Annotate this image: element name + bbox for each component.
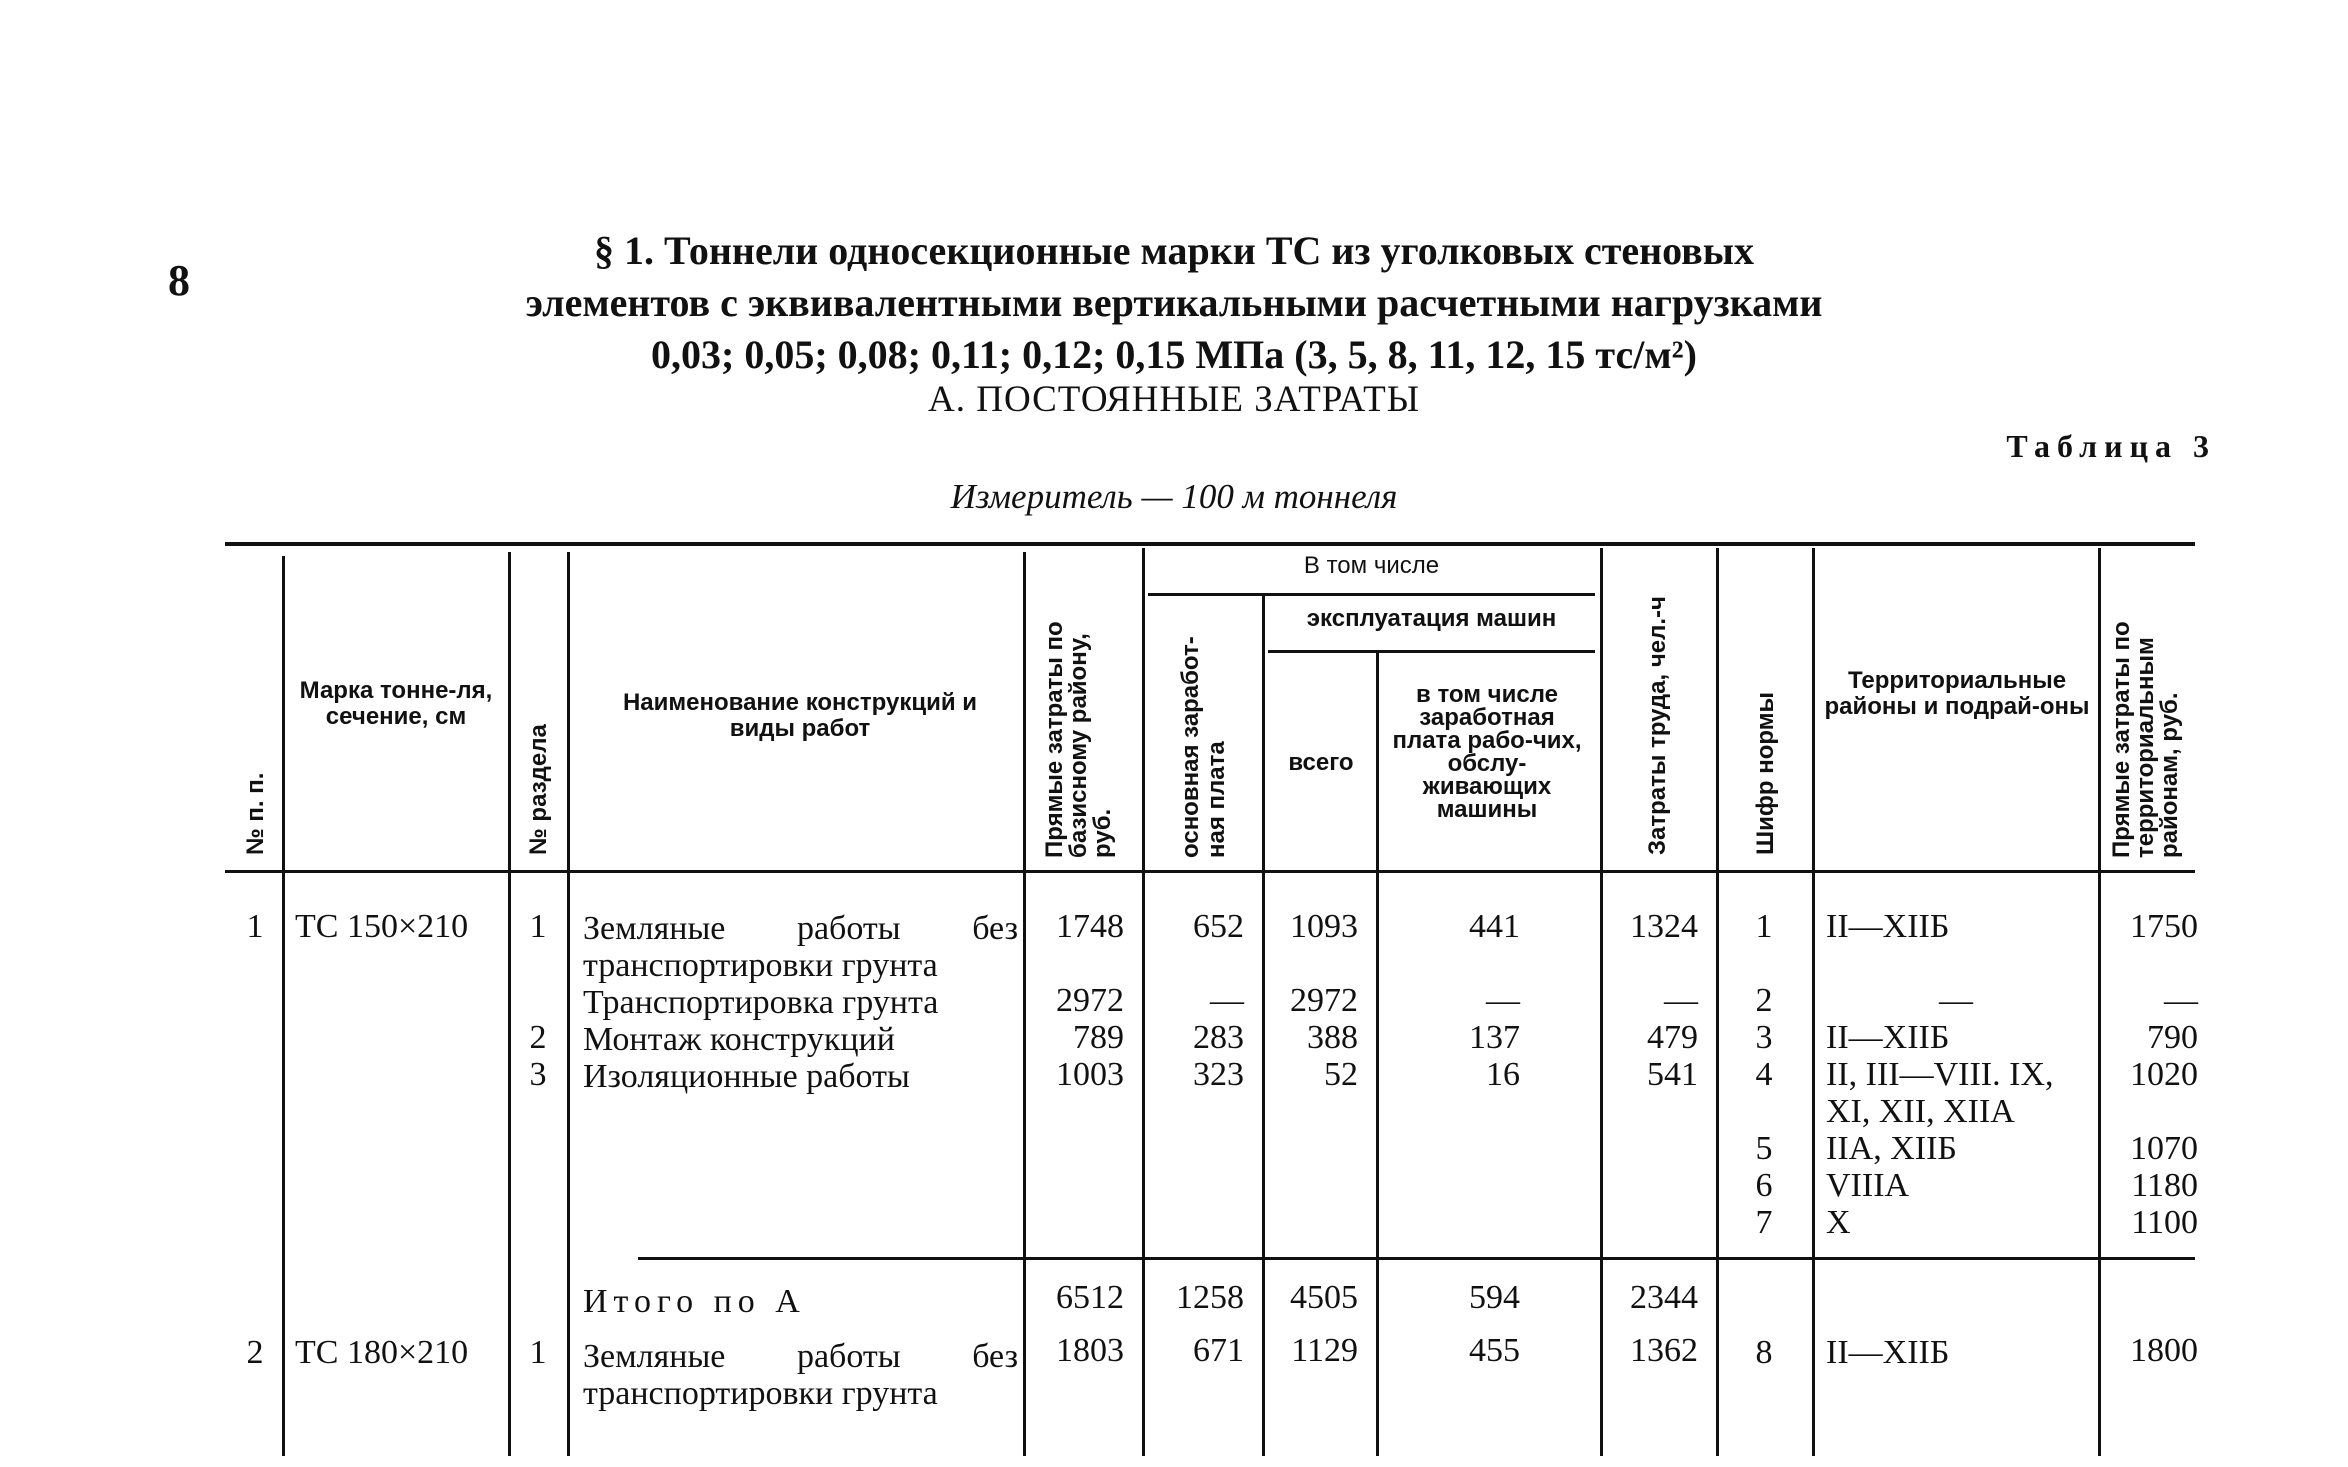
wage-cell: 323 [1193, 1056, 1244, 1093]
header-direct-base: Прямые затраты по базисному району, руб. [1041, 621, 1116, 858]
row-mark: ТС 180×210 [295, 1334, 469, 1371]
measure-unit: Измеритель — 100 м тоннеля [950, 477, 1398, 516]
col-divider [1023, 552, 1026, 1456]
labor-cell: 1324 [1630, 908, 1698, 945]
col-divider [1262, 596, 1265, 1456]
row-num: 2 [246, 1334, 264, 1371]
page-number: 8 [168, 256, 190, 305]
work-cell: Изоляционные работы [583, 1058, 910, 1095]
subtotal-rule [638, 1257, 2195, 1260]
table-top-rule [225, 542, 2195, 546]
col-divider [2098, 548, 2101, 1456]
labor-cell: 479 [1647, 1019, 1698, 1056]
region-cell: II—XIIБ [1826, 908, 1950, 945]
subtotal-wage: 1258 [1176, 1279, 1244, 1316]
regional-cell: 1020 [2130, 1056, 2198, 1093]
machine-total-cell: 52 [1324, 1056, 1358, 1093]
code-cell: 5 [1755, 1130, 1773, 1167]
wage-cell: 283 [1193, 1019, 1244, 1056]
machine-wage-cell: 441 [1469, 908, 1520, 945]
header-code: Шифр нормы [1752, 692, 1779, 855]
subtotal-direct: 6512 [1056, 1279, 1124, 1316]
code-cell: 7 [1755, 1204, 1773, 1241]
work-cell: транспортировки грунта [583, 947, 938, 984]
work-cell: Монтаж конструкций [583, 1021, 895, 1058]
work-cell: Земляные работы без [583, 1338, 1018, 1375]
machine-wage-cell: — [1486, 982, 1520, 1019]
region-cell: II, III—VIII. IX, [1826, 1056, 2054, 1093]
direct-cell: 1803 [1056, 1332, 1124, 1369]
header-total: всего [1288, 749, 1354, 776]
header-direct-regional: Прямые затраты по территориальным районам, руб. [2108, 621, 2183, 858]
direct-cell: 1003 [1056, 1056, 1124, 1093]
machine-wage-cell: 137 [1469, 1019, 1520, 1056]
wage-cell: 652 [1193, 908, 1244, 945]
code-cell: 1 [1755, 908, 1773, 945]
col-divider [508, 552, 511, 1456]
machine-wage-cell: 455 [1469, 1332, 1520, 1369]
work-cell: транспортировки грунта [583, 1375, 938, 1412]
regional-cell: 790 [2147, 1019, 2198, 1056]
work-cell: Транспортировка грунта [583, 984, 939, 1021]
regional-cell: 1180 [2131, 1167, 2198, 1204]
wage-cell: 671 [1193, 1332, 1244, 1369]
code-cell: 8 [1755, 1334, 1773, 1371]
col-divider [1142, 548, 1145, 1456]
col-divider [1716, 548, 1719, 1456]
row-mark: ТС 150×210 [295, 908, 469, 945]
section-cell: 3 [529, 1056, 547, 1093]
header-labor: Затраты труда, чел.-ч [1644, 596, 1671, 855]
region-cell: IIA, XIIБ [1826, 1130, 1957, 1167]
col-divider [282, 556, 285, 1456]
subtitle: А. ПОСТОЯННЫЕ ЗАТРАТЫ [928, 379, 1420, 420]
section-cell: 1 [529, 1334, 547, 1371]
regional-cell: 1070 [2130, 1130, 2198, 1167]
section-cell: 2 [529, 1019, 547, 1056]
col-divider [1812, 548, 1815, 1456]
subtotal-label: Итого по А [583, 1283, 806, 1320]
header-bottom-rule [225, 870, 2195, 873]
section-title [0, 225, 2348, 381]
machines-rule [1268, 650, 1595, 653]
region-cell: II—XIIБ [1826, 1019, 1950, 1056]
col-divider [1376, 653, 1379, 1456]
labor-cell: — [1664, 982, 1698, 1019]
code-cell: 2 [1755, 982, 1773, 1019]
header-wage: основная заработ-ная плата [1177, 636, 1230, 858]
including-rule [1148, 593, 1595, 596]
code-cell: 4 [1755, 1056, 1773, 1093]
header-including: В том числе [1303, 552, 1440, 579]
region-cell: XI, XII, XIIA [1826, 1093, 2015, 1130]
regional-cell: 1750 [2130, 908, 2198, 945]
header-num: № п. п. [242, 772, 269, 855]
regional-cell: — [2164, 982, 2198, 1019]
header-mark: Марка тонне-ля, сечение, см [299, 677, 493, 730]
labor-cell: 1362 [1630, 1332, 1698, 1369]
table-label: Таблица 3 [2006, 428, 2216, 464]
regional-cell: 1100 [2131, 1204, 2198, 1241]
region-cell: — [1939, 982, 1973, 1019]
machine-wage-cell: 16 [1486, 1056, 1520, 1093]
col-divider [1600, 548, 1603, 1456]
direct-cell: 789 [1073, 1019, 1124, 1056]
region-cell: X [1826, 1204, 1851, 1241]
header-work: Наименование конструкций и виды работ [622, 689, 978, 742]
title-line-2: элементов с эквивалентными вертикальными расчетными нагрузками [525, 280, 1823, 325]
header-regions: Территориальные районы и подрай-оны [1824, 667, 2090, 720]
header-machines: эксплуатация машин [1306, 605, 1557, 632]
row-num: 1 [246, 908, 264, 945]
work-cell: Земляные работы без [583, 910, 1018, 947]
section-cell: 1 [529, 908, 547, 945]
title-line-3: 0,03; 0,05; 0,08; 0,11; 0,12; 0,15 МПа (3, 5, 8, 11, 12, 15 тс/м²) [651, 332, 1697, 377]
title-line-1: § 1. Тоннели односекционные марки ТС из уголковых стеновых [593, 228, 1755, 273]
wage-cell: — [1210, 982, 1244, 1019]
col-divider [567, 552, 570, 1456]
subtotal-machine-wage: 594 [1469, 1279, 1520, 1316]
header-machine-wage: в том числе заработная плата рабо-чих, обслу-живающих машины [1392, 681, 1582, 823]
header-section: № раздела [525, 724, 552, 855]
region-cell: II—XIIБ [1826, 1334, 1950, 1371]
labor-cell: 541 [1647, 1056, 1698, 1093]
direct-cell: 1748 [1056, 908, 1124, 945]
subtotal-total: 4505 [1290, 1279, 1358, 1316]
code-cell: 6 [1755, 1167, 1773, 1204]
code-cell: 3 [1755, 1019, 1773, 1056]
regional-cell: 1800 [2130, 1332, 2198, 1369]
direct-cell: 2972 [1056, 982, 1124, 1019]
machine-total-cell: 1093 [1290, 908, 1358, 945]
machine-total-cell: 388 [1307, 1019, 1358, 1056]
region-cell: VIIIA [1826, 1167, 1910, 1204]
machine-total-cell: 2972 [1290, 982, 1358, 1019]
machine-total-cell: 1129 [1291, 1332, 1358, 1369]
subtotal-labor: 2344 [1630, 1279, 1698, 1316]
